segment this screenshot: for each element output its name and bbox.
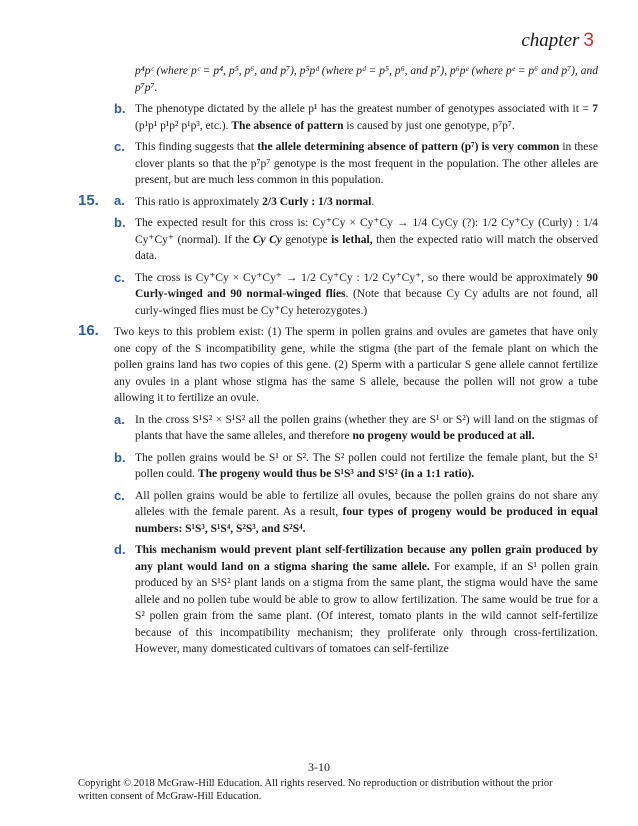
question-number: 16.: [78, 322, 99, 339]
question-number: 15.: [78, 191, 99, 209]
answer-16d: d. This mechanism would prevent plant self-fertilization because any pollen grain produced by any plant would land on a stigma sharing the same allele. For example, if an S¹ pollen grain produced by an S¹S² plant lands on a stigma from the same plant, the stigma would have the same allele and no pollen tube would be able to grow to allow fertilization. The same would be true for a S² pollen grain from the same plant. (Of interest, tomato plants in the wild cannot self-fertilize because of this incompatibility mechanism; they proliferate only through cross-fertilization. However, many domesticated cultivars of tomatoes can self-fertilize: [114, 542, 598, 655]
genotype-list-continuation: p⁴pᶜ (where pᶜ = p⁴, p⁵, p⁶, and p⁷), p⁵pᵈ (where pᵈ = p⁵, p⁶, and p⁷), p⁶pᵉ (where pᵉ = p⁶ and p⁷), and p⁷p⁷.: [135, 65, 598, 94]
chapter-number: 3: [583, 30, 594, 51]
answer-16a: a. In the cross S¹S² × S¹S² all the pollen grains (whether they are S¹ or S²) will land on the stigmas of plants that have the same alleles, and therefore no progeny would be produced at all.: [114, 411, 598, 442]
answer-label: c.: [114, 487, 125, 503]
answer-16b: b. The pollen grains would be S¹ or S². The S² pollen could not fertilize the female plant, but the S¹ pollen could. The progeny would thus be S¹S³ and S¹S² (in a 1:1 ratio).: [114, 449, 598, 480]
answer-label: b.: [114, 449, 126, 465]
answer-label: a.: [114, 411, 125, 427]
answer-label: a.: [114, 192, 125, 208]
answer-14c: c. This finding suggests that the allele determining absence of pattern (p⁷) is very common in these clover plants so that the p⁷p⁷ genotype is the most frequent in the population. The other alleles are present, but are much less common in this population.: [114, 139, 598, 186]
answer-label: c.: [114, 139, 125, 154]
question-16-intro: 16. Two keys to this problem exist: (1) The sperm in pollen grains and ovules are gametes that have only one copy of the S incompatibility gene, while the stigma (the part of the female plant on which the pollen grains land has two copies of this gene. (2) Sperm with a particular S gene allele cannot fertilize any ovules in a plant whose stigma has the same S allele, because the pollen will not grow a tube allowing it to fertilize an ovule.: [78, 322, 598, 404]
answer-label: b.: [114, 215, 126, 230]
answer-16c: c. All pollen grains would be able to fertilize all ovules, because the pollen grains do not share any alleles with the female parent. As a result, four types of progeny would be produced in equal numbers: S¹S³, S¹S⁴, S²S³, and S²S⁴.: [114, 487, 598, 535]
answer-label: c.: [114, 269, 125, 285]
copyright-notice: Copyright © 2018 McGraw-Hill Education. All rights reserved. No reproduction or distribution without the prior written consent of McGraw-Hill Education.: [78, 778, 553, 802]
chapter-header: [521, 30, 594, 52]
answer-14b: b. The phenotype dictated by the allele p¹ has the greatest number of genotypes associated with it = 7 (p¹p¹ p¹p² p¹p³, etc.). The absence of pattern is caused by just one genotype, p⁷p⁷.: [114, 101, 598, 132]
page-content: [78, 63, 598, 663]
answer-15a: 15. a. This ratio is approximately 2/3 Curly : 1/3 normal.: [78, 191, 375, 209]
page-number: 3-10: [308, 760, 330, 774]
chapter-word: chapter: [521, 30, 580, 51]
answer-15c: c. The cross is Cy⁺Cy × Cy⁺Cy⁺ → 1/2 Cy⁺Cy : 1/2 Cy⁺Cy⁺, so there would be approximately 90 Curly-winged and 90 normal-winged flies. (Note that because Cy Cy adults are not found, all curly-winged flies must be Cy⁺Cy heterozygotes.): [114, 269, 598, 317]
answer-label: d.: [114, 542, 126, 557]
answer-15b: b. The expected result for this cross is: Cy⁺Cy × Cy⁺Cy → 1/4 CyCy (?): 1/2 Cy⁺Cy (Curly) : 1/4 Cy⁺Cy⁺ (normal). If the Cy Cy genotype is lethal, then the expected ratio will match the observed data.: [114, 215, 598, 262]
answer-label: b.: [114, 101, 126, 116]
